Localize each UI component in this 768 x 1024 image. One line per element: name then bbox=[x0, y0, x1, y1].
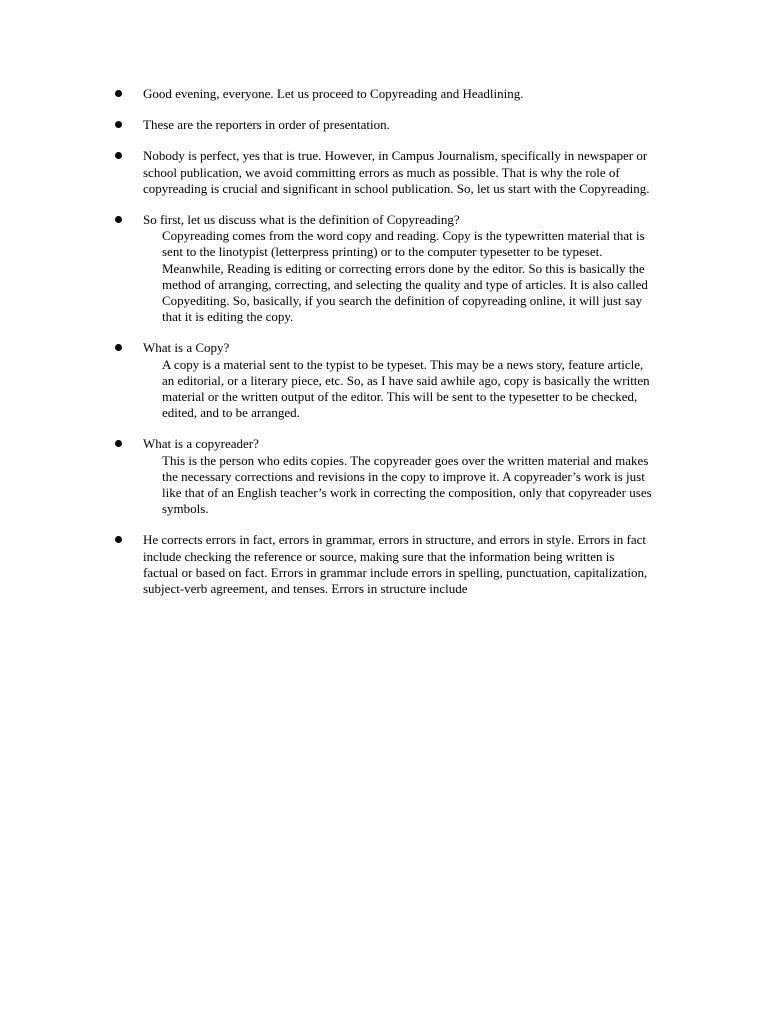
list-item-text: These are the reporters in order of presentation. bbox=[143, 117, 390, 133]
bullet-dot-icon bbox=[115, 440, 122, 447]
list-item-text: He corrects errors in fact, errors in grammar, errors in structure, and errors in style. Errors in fact include checking the reference or source, making sure that the information being written is factual or based on fact. Errors in grammar include errors in spelling, punctuation, capitalization, subject-verb agreement, and tenses. Errors in structure include bbox=[143, 532, 648, 597]
list-item-detail: This is the person who edits copies. The copyreader goes over the written material and makes the necessary corrections and revisions in the copy to improve it. A copyreader’s work is just like that of an English teacher’s work in correcting the composition, only that copyreader uses symbols. bbox=[162, 452, 652, 517]
list-item bbox=[112, 340, 652, 421]
list-item-text: Good evening, everyone. Let us proceed to Copyreading and Headlining. bbox=[143, 86, 524, 101]
list-item bbox=[112, 532, 652, 597]
bullet-dot-icon bbox=[115, 152, 122, 159]
list-item-detail: A copy is a material sent to the typist to be typeset. This may be a news story, feature article, an editorial, or a literary piece, etc. So, as I have said awhile ago, copy is basically the written material or the written output of the editor. This will be sent to the typesetter to be checked, edited, and to be arranged. bbox=[162, 356, 650, 421]
list-item bbox=[112, 148, 652, 197]
list-item-text: What is a copyreader? bbox=[143, 436, 259, 452]
list-item bbox=[112, 436, 652, 517]
list-item-text: What is a Copy? bbox=[143, 340, 230, 356]
list-item-text: Nobody is perfect, yes that is true. However, in Campus Journalism, specifically in newspaper or school publication, we avoid committing errors as much as possible. That is why the role of copyreading is crucial and significant in school publication. So, let us start with the Copyreading. bbox=[143, 148, 650, 196]
bullet-dot-icon bbox=[115, 121, 122, 128]
bullet-dot-icon bbox=[115, 90, 122, 97]
bullet-dot-icon bbox=[115, 216, 122, 223]
bullet-dot-icon bbox=[115, 344, 122, 351]
list-item bbox=[112, 212, 652, 325]
list-item bbox=[112, 86, 652, 102]
bullet-dot-icon bbox=[115, 536, 122, 543]
list-item-detail: Copyreading comes from the word copy and reading. Copy is the typewritten material that is sent to the linotypist (letterpress printing) or to the computer typesetter to be typeset. Meanwhile, Reading is editing or correcting errors done by the editor. So this is basically the method of arranging, correcting, and selecting the quality and type of articles. It is also called Copyediting. So, basically, if you search the definition of copyreading online, it will just say that it is editing the copy. bbox=[162, 228, 648, 325]
bullet-list bbox=[112, 86, 652, 612]
list-item-text: So first, let us discuss what is the definition of Copyreading? bbox=[143, 212, 460, 228]
list-item bbox=[112, 117, 652, 133]
